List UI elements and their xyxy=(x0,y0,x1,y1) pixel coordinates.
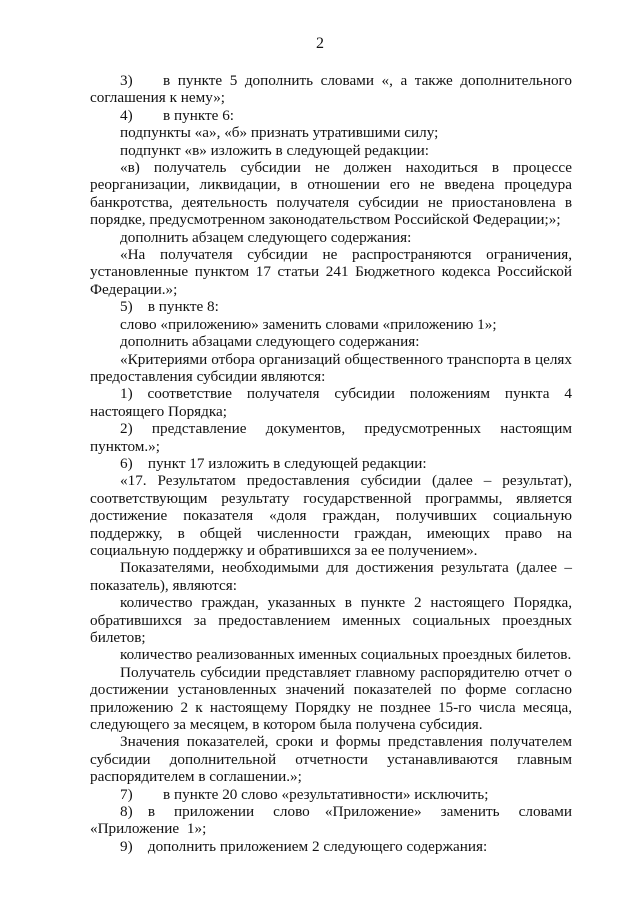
paragraph: «в) получатель субсидии не должен находиться в процессе реорганизации, ликвидации, в отношении его не введена процедура банкротства, деятельность получателя субсидии не приостановлена в порядке, предусмотренном законодательством Российской Федерации;»; xyxy=(90,159,572,229)
paragraph: Получатель субсидии представляет главному распорядителю отчет о достижении установленных значений показателей по форме согласно приложению 2 к настоящему Порядку не позднее 15-го числа месяца, следующего за месяцем, в котором была получена субсидия. xyxy=(90,663,572,734)
paragraph: подпункт «в» изложить в следующей редакции: xyxy=(120,141,429,159)
paragraph: 8) в приложении слово «Приложение» заменить словами «Приложение 1»; xyxy=(90,803,572,838)
paragraph: дополнить абзацами следующего содержания: xyxy=(120,333,420,351)
paragraph: 2) представление документов, предусмотренных настоящим пунктом.»; xyxy=(90,420,572,455)
paragraph: дополнить абзацем следующего содержания: xyxy=(120,228,412,246)
paragraph: 1) соответствие получателя субсидии положениям пункта 4 настоящего Порядка; xyxy=(90,385,572,420)
paragraph: количество граждан, указанных в пункте 2 настоящего Порядка, обратившихся за предоставлением именных социальных проездных билетов; xyxy=(90,594,572,646)
paragraph: подпункты «а», «б» признать утратившими силу; xyxy=(120,124,439,142)
paragraph: 9) дополнить приложением 2 следующего содержания: xyxy=(120,837,488,855)
paragraph: «На получателя субсидии не распространяются ограничения, установленные пунктом 17 статьи 241 Бюджетного кодекса Российской Федерации.»; xyxy=(90,246,572,298)
page-number: 2 xyxy=(316,35,324,52)
paragraph: 7) в пункте 20 слово «результативности» исключить; xyxy=(120,785,489,803)
paragraph: слово «приложению» заменить словами «приложению 1»; xyxy=(120,315,497,333)
paragraph: Показателями, необходимыми для достижения результата (далее – показатель), являются: xyxy=(90,559,572,594)
paragraph: 4) в пункте 6: xyxy=(120,106,235,124)
paragraph: Значения показателей, сроки и формы представления получателем субсидии дополнительной отчетности устанавливаются главным распорядителем в соглашении.»; xyxy=(90,733,572,786)
paragraph: 3) в пункте 5 дополнить словами «, а также дополнительного соглашения к нему»; xyxy=(90,72,572,107)
paragraph: «17. Результатом предоставления субсидии (далее – результат), соответствующим результату государственной программы, является достижение показателя «доля граждан, получивших социальную поддержку, в общей численности граждан, имеющих право на социальную поддержку и обратившихся за ее получением». xyxy=(90,472,572,559)
document-body xyxy=(90,72,572,855)
paragraph: 6) пункт 17 изложить в следующей редакции: xyxy=(120,454,427,472)
paragraph: количество реализованных именных социальных проездных билетов. xyxy=(120,646,572,664)
paragraph: «Критериями отбора организаций общественного транспорта в целях предоставления субсидии являются: xyxy=(90,350,572,385)
paragraph: 5) в пункте 8: xyxy=(120,298,219,316)
